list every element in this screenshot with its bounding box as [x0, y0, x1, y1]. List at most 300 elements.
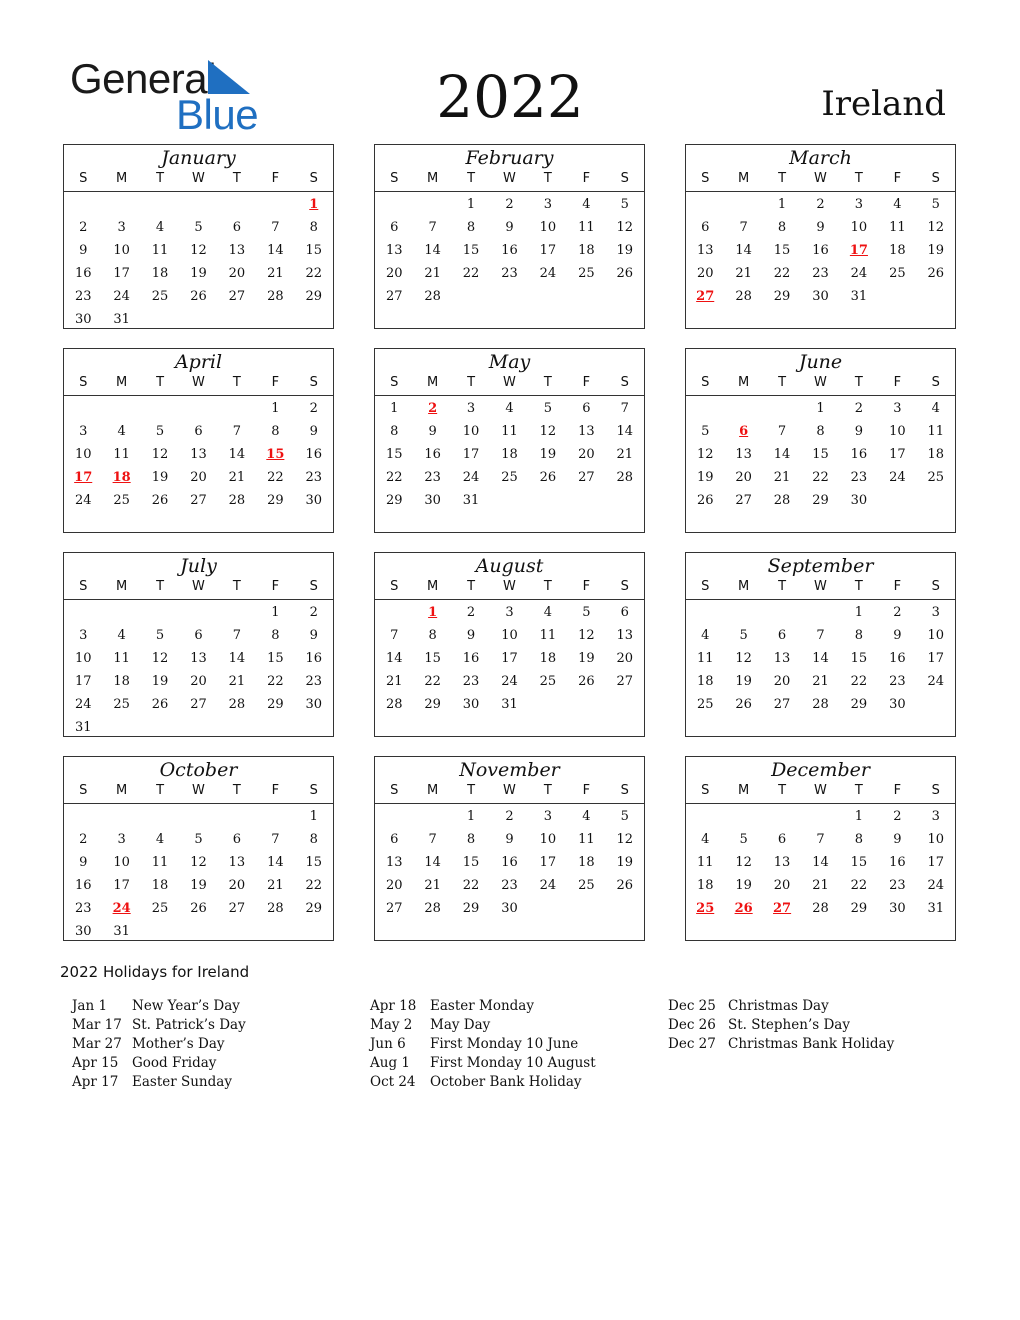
- day-cell: 28: [228, 493, 246, 508]
- day-cell: 19: [616, 243, 634, 258]
- day-cell: 20: [385, 878, 403, 893]
- empty-cell: [763, 601, 801, 624]
- day-cell: 11: [151, 243, 169, 258]
- day-cell: 27: [228, 901, 246, 916]
- holiday-name: Christmas Day: [728, 998, 829, 1014]
- weekday-label: M: [116, 579, 128, 594]
- day-cell: 15: [305, 855, 323, 870]
- day-cell: 24: [539, 266, 557, 281]
- day-cell: 11: [501, 424, 518, 439]
- empty-cell: [102, 397, 140, 420]
- empty-cell: [218, 805, 256, 828]
- day-cell: 4: [931, 401, 940, 416]
- day-cell: 14: [735, 243, 752, 258]
- day-cell: 28: [228, 697, 246, 712]
- weekday-label: S: [79, 579, 88, 594]
- holiday-date: Dec 26: [668, 1017, 716, 1033]
- empty-cell: [218, 193, 256, 216]
- day-cell: 5: [701, 424, 710, 439]
- day-cell: 24: [501, 674, 518, 689]
- day-cell: 22: [773, 266, 791, 281]
- weekday-label: T: [854, 375, 863, 390]
- weekday-label: M: [116, 783, 128, 798]
- day-cell: 3: [543, 809, 553, 824]
- day-cell: 11: [696, 855, 714, 870]
- weekday-label: S: [931, 171, 940, 186]
- day-cell: 17: [501, 651, 518, 666]
- day-cell: 21: [267, 266, 284, 281]
- day-cell: 15: [812, 447, 829, 462]
- day-cell: 9: [893, 832, 902, 847]
- day-cell: 16: [501, 243, 518, 258]
- day-cell: 27: [190, 697, 207, 712]
- day-cell: 14: [812, 651, 829, 666]
- day-cell: 8: [428, 628, 437, 643]
- day-cell: 5: [543, 401, 553, 416]
- day-cell: 9: [816, 220, 825, 235]
- day-cell: 19: [190, 266, 207, 281]
- holiday-date: Apr 18: [370, 998, 417, 1014]
- weekday-label: S: [620, 171, 629, 186]
- day-cell: 29: [850, 697, 868, 712]
- day-cell: 2: [505, 197, 514, 212]
- day-cell: 20: [228, 878, 246, 893]
- day-cell: 21: [424, 878, 441, 893]
- calendar-year: 2022: [436, 63, 584, 131]
- weekday-label: M: [738, 783, 750, 798]
- empty-cell: [413, 193, 451, 216]
- day-cell: 12: [735, 651, 752, 666]
- holiday-row: [72, 1073, 246, 1092]
- day-cell: 29: [812, 493, 829, 508]
- weekday-label: T: [778, 579, 787, 594]
- day-grid: [64, 600, 333, 739]
- weekday-label: F: [271, 579, 280, 594]
- day-cell: 28: [267, 289, 284, 304]
- weekday-label: T: [467, 783, 476, 798]
- weekday-label: S: [620, 375, 629, 390]
- day-cell: 18: [696, 674, 714, 689]
- empty-cell: [64, 193, 102, 216]
- weekday-header: [64, 169, 333, 192]
- day-cell: 24: [850, 266, 868, 281]
- day-cell: 18: [578, 855, 595, 870]
- day-cell: 25: [696, 697, 714, 712]
- day-cell: 17: [113, 266, 130, 281]
- empty-cell: [724, 397, 762, 420]
- holiday-column: [668, 997, 894, 1054]
- holiday-date: Jan 1: [72, 998, 108, 1014]
- empty-cell: [64, 601, 102, 624]
- day-cell: 22: [850, 674, 868, 689]
- day-cell: 20: [578, 447, 595, 462]
- day-cell: 12: [927, 220, 945, 235]
- holiday-date: Apr 17: [72, 1074, 119, 1090]
- day-cell: 27: [190, 493, 207, 508]
- day-cell: 13: [773, 651, 791, 666]
- day-cell: 9: [466, 628, 476, 643]
- day-cell: 25: [501, 470, 518, 485]
- day-cell: 25: [578, 266, 595, 281]
- day-cell: 14: [385, 651, 403, 666]
- holiday-day-cell: 17: [74, 470, 93, 485]
- day-cell: 23: [74, 289, 92, 304]
- day-cell: 26: [735, 697, 752, 712]
- weekday-label: W: [814, 579, 827, 594]
- holiday-row: [668, 997, 894, 1016]
- weekday-label: W: [814, 783, 827, 798]
- day-cell: 4: [701, 628, 710, 643]
- day-cell: 6: [777, 628, 787, 643]
- day-grid: [64, 396, 333, 512]
- month-name: November: [459, 759, 560, 781]
- empty-cell: [102, 601, 140, 624]
- day-cell: 2: [309, 401, 318, 416]
- day-cell: 5: [739, 832, 748, 847]
- day-cell: 16: [305, 651, 323, 666]
- day-cell: 12: [578, 628, 595, 643]
- weekday-label: F: [271, 171, 280, 186]
- weekday-label: S: [701, 579, 710, 594]
- month-march: [685, 144, 956, 329]
- day-cell: 3: [543, 197, 553, 212]
- day-cell: 14: [616, 424, 634, 439]
- day-cell: 10: [501, 628, 518, 643]
- day-cell: 4: [505, 401, 514, 416]
- day-cell: 17: [74, 674, 92, 689]
- day-cell: 20: [696, 266, 714, 281]
- day-cell: 15: [850, 855, 868, 870]
- logo-general-text: General: [70, 55, 216, 102]
- weekday-label: S: [390, 171, 399, 186]
- day-cell: 16: [74, 266, 92, 281]
- day-cell: 6: [194, 628, 203, 643]
- holiday-date: Oct 24: [370, 1074, 416, 1090]
- weekday-header: [64, 373, 333, 396]
- empty-cell: [102, 805, 140, 828]
- weekday-label: S: [390, 783, 399, 798]
- day-cell: 22: [267, 674, 284, 689]
- day-cell: 19: [616, 855, 634, 870]
- logo-blue-text: Blue: [176, 91, 259, 138]
- day-cell: 21: [812, 674, 829, 689]
- month-name: June: [798, 351, 843, 373]
- day-cell: 30: [74, 924, 92, 939]
- day-cell: 1: [271, 605, 280, 620]
- day-cell: 14: [228, 651, 246, 666]
- day-cell: 13: [385, 243, 403, 258]
- weekday-label: S: [79, 375, 88, 390]
- weekday-label: T: [156, 171, 165, 186]
- day-cell: 12: [696, 447, 714, 462]
- day-cell: 31: [113, 924, 130, 939]
- month-september: [685, 552, 956, 737]
- day-cell: 5: [194, 832, 203, 847]
- empty-cell: [375, 193, 413, 216]
- day-cell: 14: [812, 855, 829, 870]
- day-cell: 3: [893, 401, 902, 416]
- day-grid: [686, 192, 955, 308]
- day-cell: 8: [854, 832, 864, 847]
- month-august: [374, 552, 645, 737]
- day-cell: 23: [305, 674, 323, 689]
- day-cell: 2: [893, 605, 902, 620]
- day-cell: 25: [539, 674, 557, 689]
- empty-cell: [179, 193, 217, 216]
- day-cell: 22: [305, 266, 323, 281]
- day-cell: 30: [889, 901, 906, 916]
- weekday-label: W: [503, 579, 516, 594]
- day-cell: 25: [151, 901, 169, 916]
- day-cell: 6: [390, 220, 399, 235]
- day-cell: 31: [74, 720, 92, 735]
- weekday-label: T: [778, 375, 787, 390]
- weekday-label: F: [893, 171, 902, 186]
- holiday-date: Apr 15: [72, 1055, 119, 1071]
- day-cell: 28: [385, 697, 403, 712]
- day-cell: 5: [194, 220, 203, 235]
- holiday-name: Good Friday: [132, 1055, 217, 1071]
- day-cell: 1: [854, 605, 864, 620]
- holiday-day-cell: 1: [428, 605, 438, 620]
- holiday-name: Mother’s Day: [132, 1036, 225, 1052]
- day-cell: 1: [271, 401, 280, 416]
- weekday-header: [686, 169, 955, 192]
- empty-cell: [686, 805, 724, 828]
- weekday-label: T: [232, 375, 241, 390]
- empty-cell: [686, 601, 724, 624]
- day-cell: 19: [190, 878, 207, 893]
- day-cell: 7: [271, 220, 280, 235]
- empty-cell: [724, 805, 762, 828]
- day-cell: 15: [267, 651, 284, 666]
- month-april: [63, 348, 334, 533]
- day-cell: 12: [151, 651, 169, 666]
- day-cell: 6: [232, 832, 242, 847]
- weekday-label: S: [701, 171, 710, 186]
- day-cell: 22: [305, 878, 323, 893]
- day-cell: 18: [539, 651, 557, 666]
- weekday-label: T: [156, 783, 165, 798]
- day-cell: 18: [501, 447, 518, 462]
- weekday-label: T: [467, 171, 476, 186]
- holiday-column: [370, 997, 596, 1092]
- day-cell: 14: [267, 243, 284, 258]
- empty-cell: [141, 397, 179, 420]
- holiday-name: St. Patrick’s Day: [132, 1017, 246, 1033]
- day-cell: 13: [773, 855, 791, 870]
- weekday-header: [686, 781, 955, 804]
- holiday-row: [72, 1054, 246, 1073]
- day-cell: 26: [190, 289, 207, 304]
- day-cell: 10: [113, 855, 130, 870]
- day-cell: 28: [267, 901, 284, 916]
- month-name: January: [161, 147, 236, 169]
- day-cell: 4: [893, 197, 902, 212]
- day-cell: 30: [305, 493, 323, 508]
- day-cell: 16: [501, 855, 518, 870]
- day-cell: 9: [893, 628, 902, 643]
- weekday-label: M: [427, 579, 439, 594]
- day-cell: 23: [305, 470, 323, 485]
- day-cell: 17: [927, 855, 945, 870]
- day-cell: 21: [735, 266, 752, 281]
- empty-cell: [141, 193, 179, 216]
- day-cell: 26: [578, 674, 595, 689]
- empty-cell: [218, 601, 256, 624]
- day-cell: 7: [271, 832, 280, 847]
- holiday-day-cell: 17: [849, 243, 868, 258]
- day-cell: 19: [735, 674, 752, 689]
- day-cell: 19: [696, 470, 714, 485]
- weekday-label: T: [232, 171, 241, 186]
- day-grid: [64, 192, 333, 331]
- day-cell: 26: [616, 878, 634, 893]
- month-name: December: [771, 759, 870, 781]
- day-cell: 29: [424, 697, 441, 712]
- day-cell: 30: [424, 493, 441, 508]
- day-cell: 10: [927, 628, 945, 643]
- day-cell: 22: [267, 470, 284, 485]
- day-cell: 22: [385, 470, 403, 485]
- day-cell: 19: [735, 878, 752, 893]
- day-cell: 1: [466, 809, 476, 824]
- day-cell: 10: [539, 220, 557, 235]
- day-cell: 16: [850, 447, 868, 462]
- day-cell: 7: [232, 628, 242, 643]
- day-cell: 2: [466, 605, 476, 620]
- day-cell: 27: [735, 493, 752, 508]
- month-name: February: [465, 147, 554, 169]
- month-february: [374, 144, 645, 329]
- weekday-label: T: [854, 579, 863, 594]
- day-cell: 9: [505, 832, 514, 847]
- day-cell: 24: [74, 697, 92, 712]
- holiday-date: Mar 17: [72, 1017, 122, 1033]
- day-cell: 15: [385, 447, 403, 462]
- empty-cell: [686, 397, 724, 420]
- month-name: May: [488, 351, 531, 373]
- holiday-row: [370, 1054, 596, 1073]
- day-cell: 29: [385, 493, 403, 508]
- day-cell: 19: [539, 447, 557, 462]
- day-cell: 20: [190, 470, 207, 485]
- holiday-column: [72, 997, 246, 1092]
- day-cell: 11: [696, 651, 714, 666]
- day-cell: 15: [773, 243, 791, 258]
- day-cell: 24: [113, 289, 130, 304]
- day-cell: 24: [462, 470, 480, 485]
- day-cell: 17: [462, 447, 480, 462]
- day-cell: 7: [232, 424, 242, 439]
- weekday-label: W: [503, 375, 516, 390]
- day-cell: 1: [466, 197, 476, 212]
- month-name: March: [789, 147, 852, 169]
- weekday-label: F: [582, 171, 591, 186]
- empty-cell: [763, 805, 801, 828]
- day-cell: 30: [850, 493, 868, 508]
- day-cell: 1: [816, 401, 825, 416]
- holiday-day-cell: 18: [112, 470, 131, 485]
- month-name: August: [475, 555, 544, 577]
- day-cell: 8: [271, 424, 280, 439]
- day-cell: 31: [850, 289, 868, 304]
- day-cell: 15: [462, 855, 480, 870]
- weekday-header: [375, 781, 644, 804]
- month-october: [63, 756, 334, 941]
- day-cell: 2: [893, 809, 902, 824]
- holiday-row: [370, 1035, 596, 1054]
- holiday-day-cell: 2: [428, 401, 438, 416]
- holiday-day-cell: 1: [309, 197, 319, 212]
- day-cell: 26: [539, 470, 557, 485]
- day-cell: 11: [927, 424, 945, 439]
- weekday-label: W: [814, 375, 827, 390]
- day-cell: 12: [616, 220, 634, 235]
- day-cell: 29: [462, 901, 480, 916]
- day-cell: 7: [777, 424, 787, 439]
- day-cell: 22: [812, 470, 829, 485]
- day-cell: 21: [812, 878, 829, 893]
- day-grid: [375, 396, 644, 512]
- day-cell: 12: [616, 832, 634, 847]
- day-cell: 21: [616, 447, 634, 462]
- day-cell: 17: [927, 651, 945, 666]
- day-cell: 30: [74, 312, 92, 327]
- day-cell: 5: [155, 628, 165, 643]
- holiday-day-cell: 15: [266, 447, 285, 462]
- day-cell: 27: [228, 289, 246, 304]
- day-cell: 22: [462, 266, 480, 281]
- holiday-row: [72, 1035, 246, 1054]
- day-cell: 27: [773, 697, 791, 712]
- day-cell: 9: [505, 220, 514, 235]
- day-cell: 4: [582, 197, 591, 212]
- day-cell: 7: [620, 401, 629, 416]
- day-cell: 7: [739, 220, 748, 235]
- day-cell: 15: [424, 651, 441, 666]
- day-cell: 11: [113, 447, 130, 462]
- day-cell: 11: [889, 220, 906, 235]
- weekday-label: W: [192, 171, 205, 186]
- weekday-label: T: [854, 171, 863, 186]
- day-cell: 7: [390, 628, 399, 643]
- day-cell: 29: [267, 493, 284, 508]
- day-cell: 2: [309, 605, 318, 620]
- day-cell: 5: [931, 197, 940, 212]
- weekday-header: [375, 373, 644, 396]
- day-cell: 31: [501, 697, 518, 712]
- day-cell: 13: [228, 243, 246, 258]
- day-cell: 28: [773, 493, 791, 508]
- day-cell: 29: [305, 289, 323, 304]
- weekday-label: W: [192, 579, 205, 594]
- empty-cell: [724, 601, 762, 624]
- weekday-label: T: [232, 579, 241, 594]
- day-cell: 25: [927, 470, 945, 485]
- day-cell: 11: [539, 628, 557, 643]
- weekday-label: T: [543, 579, 552, 594]
- empty-cell: [141, 601, 179, 624]
- day-cell: 13: [578, 424, 595, 439]
- day-cell: 28: [812, 901, 829, 916]
- day-cell: 10: [74, 447, 92, 462]
- holiday-day-cell: 27: [773, 901, 792, 916]
- day-cell: 6: [701, 220, 710, 235]
- weekday-label: S: [309, 783, 318, 798]
- day-grid: [686, 396, 955, 512]
- day-cell: 3: [79, 628, 88, 643]
